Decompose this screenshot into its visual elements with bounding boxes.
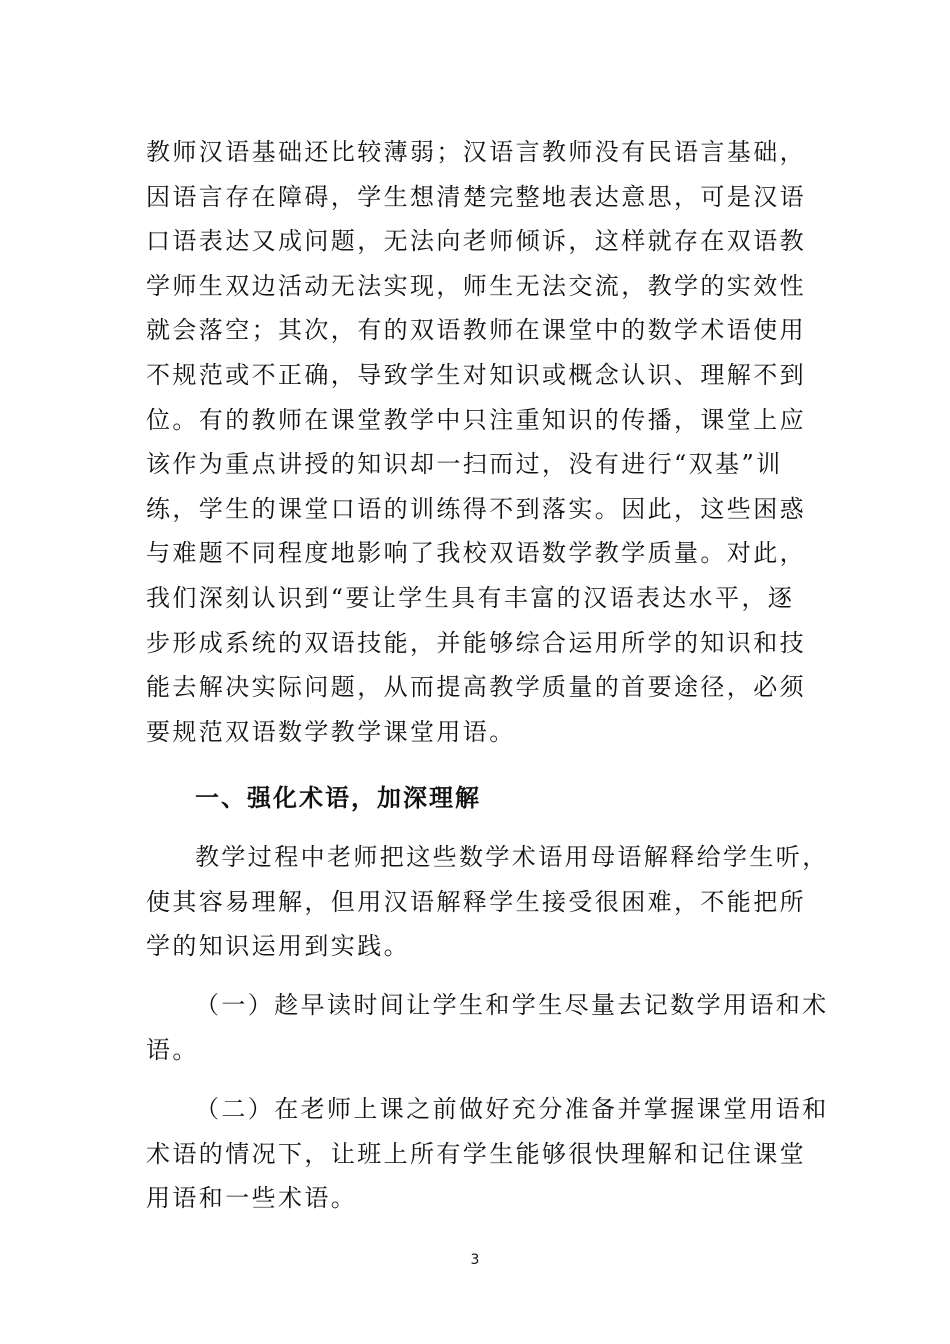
text-line: 学的知识运用到实践。 bbox=[146, 932, 410, 961]
text-line: 用语和一些术语。 bbox=[146, 1184, 358, 1213]
text-line: 我们深刻认识到“要让学生具有丰富的汉语表达水平，逐 bbox=[146, 583, 795, 612]
paragraph-3 bbox=[146, 983, 829, 1072]
paragraph-4 bbox=[146, 1087, 829, 1221]
paragraph-2 bbox=[146, 835, 829, 969]
text-line: 位。有的教师在课堂教学中只注重知识的传播，课堂上应 bbox=[146, 405, 806, 434]
section-heading: 一、强化术语，加深理解 bbox=[195, 784, 481, 812]
text-line: 教师汉语基础还比较薄弱；汉语言教师没有民语言基础， bbox=[146, 138, 806, 166]
paragraph-1 bbox=[146, 130, 806, 754]
text-line: 口语表达又成问题，无法向老师倾诉，这样就存在双语教 bbox=[146, 227, 806, 256]
text-line: 学师生双边活动无法实现，师生无法交流，教学的实效性 bbox=[146, 271, 806, 300]
text-line: （二）在老师上课之前做好充分准备并掌握课堂用语和 bbox=[195, 1095, 829, 1123]
text-line: 术语的情况下，让班上所有学生能够很快理解和记住课堂 bbox=[146, 1139, 806, 1168]
text-line: 就会落空；其次，有的双语教师在课堂中的数学术语使用 bbox=[146, 316, 806, 345]
text-line: 教学过程中老师把这些数学术语用母语解释给学生听， bbox=[195, 843, 829, 871]
text-line: （一）趁早读时间让学生和学生尽量去记数学用语和术 bbox=[195, 991, 829, 1019]
text-line: 步形成系统的双语技能，并能够综合运用所学的知识和技 bbox=[146, 628, 806, 657]
text-line: 该作为重点讲授的知识却一扫而过，没有进行“双基”训 bbox=[146, 450, 783, 479]
text-line: 要规范双语数学教学课堂用语。 bbox=[146, 717, 516, 746]
text-line: 因语言存在障碍，学生想清楚完整地表达意思，可是汉语 bbox=[146, 182, 806, 211]
text-line: 不规范或不正确，导致学生对知识或概念认识、理解不到 bbox=[146, 360, 806, 389]
page-number: 3 bbox=[470, 1252, 480, 1268]
text-line: 使其容易理解，但用汉语解释学生接受很困难，不能把所 bbox=[146, 887, 806, 916]
text-line: 练，学生的课堂口语的训练得不到落实。因此，这些困惑 bbox=[146, 494, 806, 523]
text-line: 与难题不同程度地影响了我校双语数学教学质量。对此， bbox=[146, 539, 806, 568]
text-line: 能去解决实际问题，从而提高教学质量的首要途径，必须 bbox=[146, 673, 806, 702]
text-line: 语。 bbox=[146, 1035, 199, 1064]
